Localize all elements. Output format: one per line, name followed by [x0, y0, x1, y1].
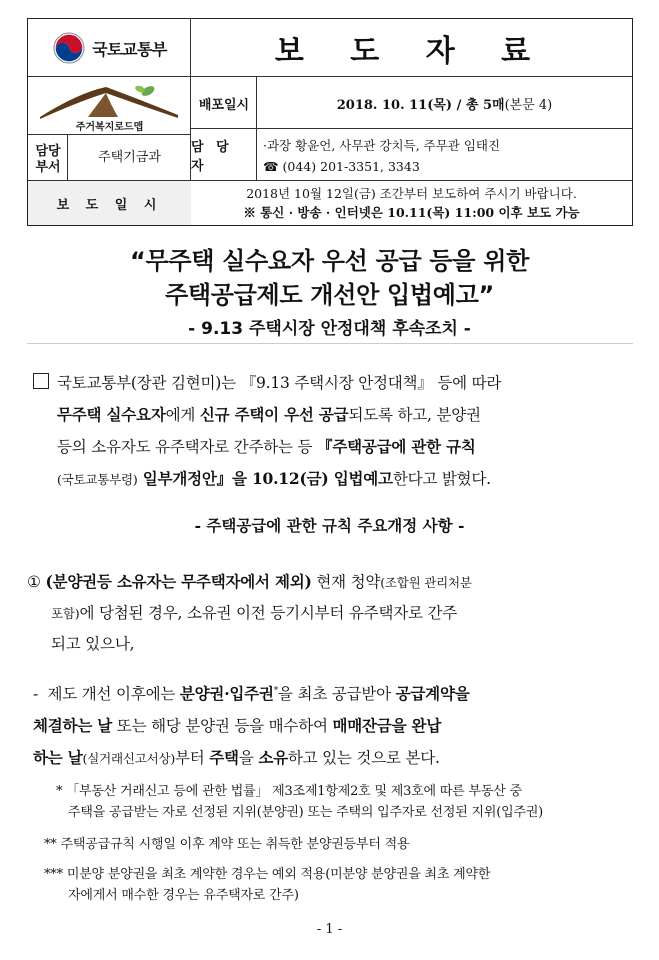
headline-line1: “무주택 실수요자 우선 공급 등을 위한	[129, 247, 529, 275]
manager-value	[257, 129, 632, 181]
release-line1: 2018년 10월 12일(금) 조간부터 보도하여 주시기 바랍니다.	[246, 186, 577, 201]
ministry-logo	[28, 19, 191, 77]
distribution-value	[257, 77, 632, 129]
text: 되고 있으나,	[51, 635, 135, 653]
text: 주택	[209, 748, 239, 767]
ministry-name: 국토교통부	[92, 39, 167, 59]
text: 을	[238, 749, 259, 767]
headline	[0, 244, 659, 312]
roadmap-icon	[28, 77, 191, 121]
text: 국토교통부(장관 김현미)는 『9.13 주택시장 안정대책』 등에 따라	[57, 374, 502, 392]
section-title: - 주택공급에 관한 규칙 주요개정 사항 -	[194, 516, 465, 535]
release-line2: ※ 통신 · 방송 · 인터넷은 10.11(목) 11:00 이후 보도 가능	[243, 205, 580, 220]
text: 소유	[258, 748, 288, 767]
manager-label: 담 당 자	[191, 140, 233, 174]
doc-title	[191, 19, 632, 77]
page-number: - 1 -	[316, 922, 343, 937]
text: 등의 소유자도 유주택자로 간주하는 등	[57, 438, 318, 456]
dash-bullet: -	[33, 685, 39, 703]
text: 에게	[165, 406, 200, 424]
distribution-label: 배포일시	[198, 97, 250, 113]
text: 주택을 공급받는 자로 선정된 지위(분양권) 또는 주택의 입주자로 선정된 지위(입주권)	[68, 805, 544, 820]
text: 미분양 분양권을 최초 계약한 경우는 예외 적용(미분양 분양권을 최초 계약한	[66, 867, 491, 882]
text: 일부개정안』을 10.12(금) 입법예고	[137, 469, 393, 488]
text: 체결하는 날	[33, 716, 113, 735]
text: (국토교통부령)	[57, 472, 138, 487]
release-value	[191, 181, 632, 225]
press-header-table	[27, 18, 633, 226]
item-1-detail	[33, 676, 623, 774]
footnote-2	[44, 834, 624, 855]
text: (조합원 관리처분	[380, 575, 472, 590]
text: 매매잔금을 완납	[332, 716, 442, 735]
dept-value: 주택기금과	[98, 149, 161, 165]
footnote-marker: *	[273, 686, 279, 696]
text: 분양권·입주권	[179, 684, 274, 703]
distribution-note: (본문 4)	[504, 97, 553, 113]
separator	[27, 343, 633, 344]
manager-names: ·과장 황윤언, 사무관 강치득, 주무관 임태진	[263, 138, 501, 153]
distribution-date: 2018. 10. 11(목) / 총 5매	[336, 97, 505, 113]
text: 제도 개선 이후에는	[47, 685, 180, 703]
dept-label: 담당 부서	[35, 144, 61, 175]
text: 현재 청약	[311, 573, 381, 591]
roadmap-caption: 주거복지로드맵	[75, 122, 144, 133]
text: 공급계약을	[395, 684, 470, 703]
item-1-paragraph	[27, 566, 627, 660]
roadmap-logo	[28, 77, 191, 135]
text: 주택공급규칙 시행일 이후 계약 또는 취득한 분양권등부터 적용	[60, 837, 410, 852]
text: 자에게서 매수한 경우는 유주택자로 간주)	[68, 888, 299, 903]
subtitle: - 9.13 주택시장 안정대책 후속조치 -	[188, 319, 471, 339]
footnote-marker: *	[56, 784, 63, 799]
text: 한다고 밝혔다.	[392, 470, 491, 488]
text: 신규 주택이 우선 공급	[199, 405, 349, 424]
footnote-1	[56, 781, 626, 823]
headline-line2: 주택공급제도 개선안 입법예고”	[164, 281, 495, 309]
footnote-3	[44, 864, 624, 906]
text: 「부동산 거래신고 등에 관한 법률」 제3조제1항제2호 및 제3호에 따른 부동산 중	[66, 784, 522, 799]
checkbox-bullet-icon	[33, 373, 49, 389]
text: 부터	[175, 749, 210, 767]
text: 을 최초 공급받아	[278, 685, 396, 703]
manager-phone: ☎ (044) 201-3351, 3343	[263, 159, 420, 174]
text: 포함)	[51, 606, 80, 621]
text: 무주택 실수요자	[57, 405, 166, 424]
lead-paragraph	[33, 368, 623, 495]
item-number: ①	[27, 573, 41, 591]
text: (실거래신고서상)	[82, 751, 175, 766]
text: 하는 날	[33, 748, 83, 767]
doc-title-text: 보 도 자 료	[274, 34, 549, 69]
footnote-marker: **	[44, 837, 57, 852]
text: 되도록 하고, 분양권	[348, 406, 481, 424]
text: (분양권등 소유자는 무주택자에서 제외)	[45, 572, 312, 591]
footnote-marker: ***	[44, 867, 63, 882]
taegeuk-icon	[52, 31, 86, 65]
text: 또는 해당 분양권 등을 매수하여	[112, 717, 333, 735]
release-label: 보 도 일 시	[28, 181, 191, 225]
text: 하고 있는 것으로 본다.	[287, 749, 440, 767]
text: 에 당첨된 경우, 소유권 이전 등기시부터 유주택자로 간주	[79, 604, 458, 622]
text: 『주택공급에 관한 규칙	[317, 437, 476, 456]
